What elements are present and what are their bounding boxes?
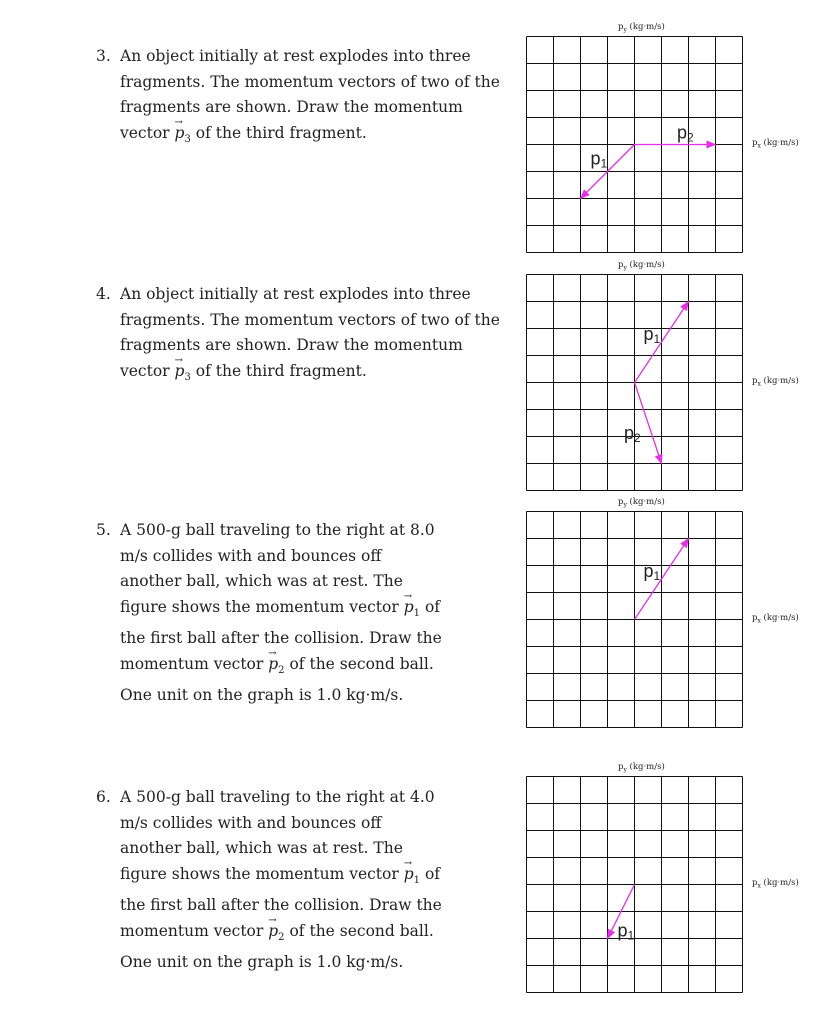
vector-symbol: → $p_1$ bbox=[404, 862, 420, 894]
problem-text-part: A 500-g ball traveling to the right at 4.0 m/s collides with and bounces off another ball, which was at rest. The figure shows the momentum vector bbox=[120, 788, 435, 883]
problem-text bbox=[120, 44, 506, 152]
problem-3 bbox=[96, 44, 506, 152]
problem-5 bbox=[96, 518, 446, 709]
vector-label: p1 bbox=[643, 561, 661, 583]
vector-symbol: → $p_1$ bbox=[404, 595, 420, 627]
vector-symbol: → $p_2$ bbox=[268, 919, 284, 951]
problem-number: 5. bbox=[96, 521, 111, 539]
momentum-graph-3 bbox=[526, 22, 826, 286]
vector-label: p1 bbox=[590, 148, 608, 171]
x-axis-label: $p_x$ (kg·m/s) bbox=[752, 138, 799, 150]
momentum-graph-6 bbox=[526, 762, 826, 1026]
vector-label: p1 bbox=[617, 920, 635, 943]
problem-text-part: of the second ball. One unit on the graph is 1.0 kg·m/s. bbox=[120, 921, 434, 972]
vector-label: p2 bbox=[624, 423, 641, 445]
vector-symbol: → $p_2$ bbox=[268, 652, 284, 684]
momentum-graph-5 bbox=[526, 497, 826, 761]
grid-svg bbox=[526, 776, 744, 994]
grid-svg bbox=[526, 274, 744, 492]
problem-4 bbox=[96, 282, 506, 390]
problem-number: 3. bbox=[96, 47, 111, 65]
problem-text bbox=[120, 282, 506, 390]
problem-number: 4. bbox=[96, 285, 111, 303]
grid-svg bbox=[526, 36, 744, 254]
problem-text-part: An object initially at rest explodes into three fragments. The momentum vectors of two of the fragments are shown. Draw the momentum vector bbox=[120, 47, 500, 142]
problem-number: 6. bbox=[96, 788, 111, 806]
vector-label: p1 bbox=[643, 324, 661, 346]
problem-text-part: of the first ball after the collision. Draw the momentum vector bbox=[120, 864, 442, 940]
y-axis-label: $p_y$ (kg·m/s) bbox=[618, 762, 665, 774]
problem-text-part: of the second ball. One unit on the graph is 1.0 kg·m/s. bbox=[120, 654, 434, 705]
x-axis-label: $p_x$ (kg·m/s) bbox=[752, 878, 799, 890]
problem-text-part: A 500-g ball traveling to the right at 8.0 m/s collides with and bounces off another ball, which was at rest. The figure shows the momentum vector bbox=[120, 521, 435, 616]
y-axis-label: $p_y$ (kg·m/s) bbox=[618, 260, 665, 272]
problem-text-part: of the third fragment. bbox=[190, 361, 367, 380]
momentum-vector-p2 bbox=[635, 383, 662, 464]
problem-text bbox=[120, 785, 446, 976]
vector-label: p2 bbox=[677, 122, 694, 145]
y-axis-label: $p_y$ (kg·m/s) bbox=[618, 497, 665, 509]
grid-svg bbox=[526, 511, 744, 729]
y-axis-label: $p_y$ (kg·m/s) bbox=[618, 22, 665, 34]
problem-text-part: of the first ball after the collision. Draw the momentum vector bbox=[120, 597, 442, 673]
momentum-graph-4 bbox=[526, 260, 826, 524]
problem-text bbox=[120, 518, 446, 709]
problem-text-part: An object initially at rest explodes into three fragments. The momentum vectors of two of the fragments are shown. Draw the momentum vector bbox=[120, 285, 500, 380]
vector-symbol: → $p_3$ bbox=[175, 121, 191, 153]
x-axis-label: $p_x$ (kg·m/s) bbox=[752, 376, 799, 388]
x-axis-label: $p_x$ (kg·m/s) bbox=[752, 613, 799, 625]
vector-symbol: → $p_3$ bbox=[175, 359, 191, 391]
problem-text-part: of the third fragment. bbox=[190, 123, 367, 142]
problem-6 bbox=[96, 785, 446, 976]
